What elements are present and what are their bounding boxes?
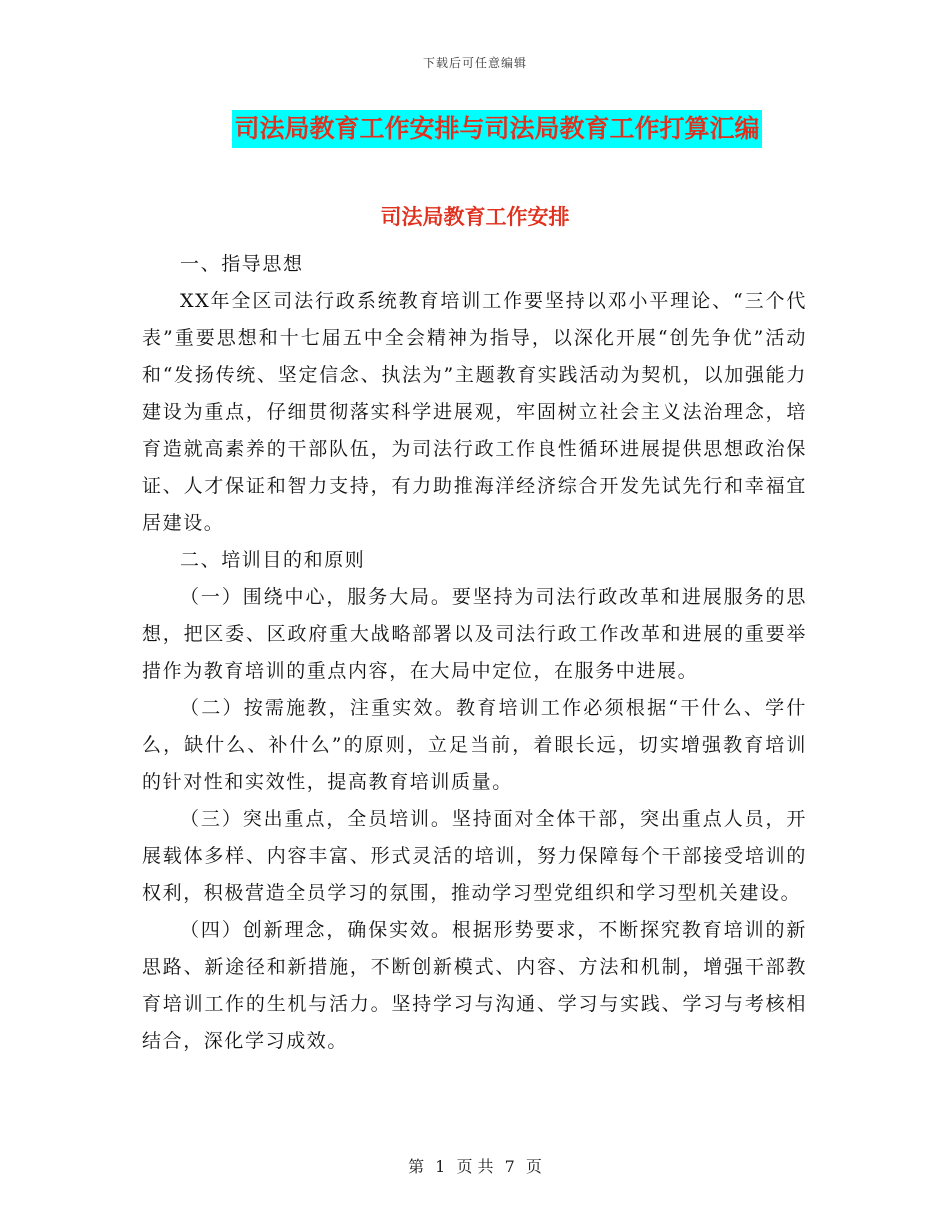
paragraph-principle-2: （二）按需施教，注重实效。教育培训工作必须根据“干什么、学什么，缺什么、补什么”的原则，立足当前，着眼长远，切实增强教育培训的针对性和实效性，提高教育培训质量。 [142,697,807,793]
footer-middle: 页 共 [456,1157,494,1176]
document-main-title: 司法局教育工作安排与司法局教育工作打算汇编 [232,110,761,148]
paragraph-principle-4: （四）创新理念，确保实效。根据形势要求，不断探究教育培训的新思路、新途径和新措施，不断创新模式、内容、方法和机制，增强干部教育培训工作的生机与活力。坚持学习与沟通、学习与实践、学习与考核相结合，深化学习成效。 [142,919,807,1052]
page-header-note: 下载后可任意编辑 [422,56,527,70]
main-title-container [0,110,950,148]
page-footer [0,1154,950,1177]
paragraph-guiding-thought: XX年全区司法行政系统教育培训工作要坚持以邓小平理论、“三个代表”重要思想和十七届五中全会精神为指导，以深化开展“创先争优”活动和“发扬传统、坚定信念、执法为”主题教育实践活动为契机，以加强能力建设为重点，仔细贯彻落实科学进展观，牢固树立社会主义法治理念，培育造就高素养的干部队伍，为司法行政工作良性循环进展提供思想政治保证、人才保证和智力支持，有力助推海洋经济综合开发先试先行和幸福宜居建设。 [142,290,807,534]
heading-training-purpose: 二、培训目的和原则 [180,549,366,571]
paragraph-principle-3: （三）突出重点，全员培训。坚持面对全体干部，突出重点人员，开展载体多样、内容丰富、形式灵活的培训，努力保障每个干部接受培训的权利，积极营造全员学习的氛围，推动学习型党组织和学习型机关建设。 [142,808,807,904]
heading-guiding-thought: 一、指导思想 [180,253,304,275]
document-body [142,246,807,1060]
footer-suffix: 页 [525,1157,542,1176]
section-title: 司法局教育工作安排 [380,205,570,229]
paragraph-principle-1: （一）围绕中心，服务大局。要坚持为司法行政改革和进展服务的思想，把区委、区政府重大战略部署以及司法行政工作改革和进展的重要举措作为教育培训的重点内容，在大局中定位，在服务中进展。 [142,586,807,682]
footer-total-pages: 7 [504,1157,515,1176]
footer-page-number: 1 [435,1157,446,1176]
footer-prefix: 第 [408,1157,425,1176]
